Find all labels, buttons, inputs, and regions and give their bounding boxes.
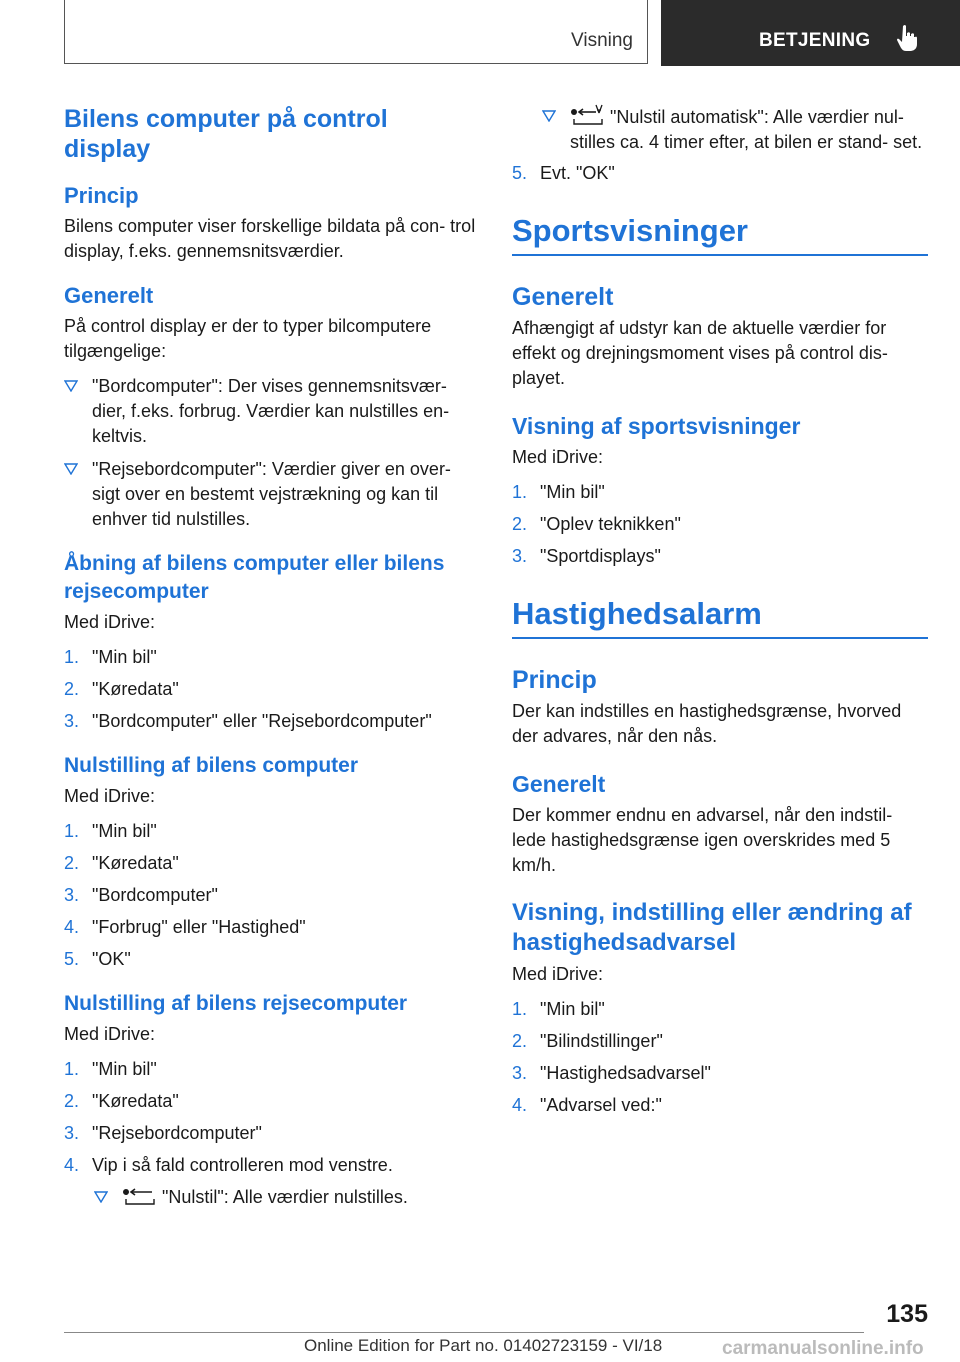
reset-trip-intro: Med iDrive: bbox=[64, 1024, 156, 1044]
section-label: Visning bbox=[571, 30, 633, 51]
speed-general-text: Der kommer endnu en advarsel, når den indstil- lede hastighedsgrænse igen overskrides med 5 km/h. bbox=[512, 805, 893, 875]
controller-auto-reset-icon bbox=[570, 104, 604, 126]
reset-trip-steps bbox=[64, 1057, 479, 1178]
list-item: 1. "Min bil" bbox=[64, 647, 157, 667]
chapter-label: BETJENING bbox=[759, 30, 871, 51]
edition-text: Online Edition for Part no. 01402723159 - VI/18 bbox=[304, 1336, 663, 1355]
title-trip-computer: Bilens computer på control display bbox=[64, 105, 388, 163]
list-item: 1. "Min bil" bbox=[512, 482, 605, 502]
triangle-bullet-icon bbox=[64, 380, 78, 392]
sport-general-text: Afhængigt af udstyr kan de aktuelle værdier for effekt og drejningsmoment vises på control dis- playet. bbox=[512, 318, 888, 388]
list-item: 2. "Køredata" bbox=[64, 853, 179, 873]
section-tab bbox=[64, 0, 648, 64]
list-item: 3. "Hastighedsadvarsel" bbox=[512, 1063, 711, 1083]
list-item: 4. Vip i så fald controlleren mod venstre. bbox=[64, 1155, 393, 1175]
heading-reset-trip-computer: Nulstilling af bilens rejsecomputer bbox=[64, 992, 408, 1015]
open-steps bbox=[64, 645, 479, 734]
title-sport-views: Sportsvisninger bbox=[512, 212, 928, 256]
heading-speed-principle: Princip bbox=[512, 666, 597, 694]
list-item: 3. "Rejsebordcomputer" bbox=[64, 1123, 262, 1143]
list-item: "Nulstil automatisk": Alle værdier nul- stilles ca. 4 timer efter, at bilen er stand- set. bbox=[512, 104, 928, 155]
auto-reset-sublist bbox=[512, 104, 928, 155]
reset-steps bbox=[64, 819, 479, 972]
speed-set-steps bbox=[512, 997, 928, 1118]
sport-view-intro: Med iDrive: bbox=[512, 447, 604, 467]
reset-trip-sublist bbox=[64, 1185, 479, 1210]
list-item: 4. "Forbrug" eller "Hastighed" bbox=[64, 917, 306, 937]
final-step bbox=[512, 161, 928, 186]
list-item: 2. "Oplev teknikken" bbox=[512, 514, 681, 534]
list-item: 5. "OK" bbox=[64, 949, 131, 969]
list-item: 2. "Køredata" bbox=[64, 1091, 179, 1111]
sport-view-steps bbox=[512, 480, 928, 569]
left-column bbox=[64, 100, 479, 1216]
list-item: "Nulstil": Alle værdier nulstilles. bbox=[64, 1185, 479, 1210]
heading-general: Generelt bbox=[64, 283, 154, 308]
list-item: 1. "Min bil" bbox=[64, 821, 157, 841]
general-bullet-list bbox=[64, 374, 479, 532]
heading-sport-view: Visning af sportsvisninger bbox=[512, 413, 801, 439]
principle-text: Bilens computer viser forskellige bildata på con- trol display, f.eks. gennemsnitsværdier. bbox=[64, 216, 476, 261]
page-header bbox=[64, 0, 960, 66]
list-item: 3. "Sportdisplays" bbox=[512, 546, 661, 566]
list-item: 1. "Min bil" bbox=[512, 999, 605, 1019]
triangle-bullet-icon bbox=[94, 1191, 108, 1203]
list-item: 2. "Køredata" bbox=[64, 679, 179, 699]
footer-divider bbox=[64, 1332, 864, 1333]
chapter-tab bbox=[661, 0, 960, 66]
heading-open-computer: Åbning af bilens computer eller bilens rejsecomputer bbox=[64, 552, 445, 603]
pointing-hand-icon bbox=[896, 24, 918, 52]
right-column bbox=[512, 100, 928, 1125]
speed-principle-text: Der kan indstilles en hastighedsgrænse, hvorved der advares, når den nås. bbox=[512, 701, 902, 746]
list-item: 5. Evt. "OK" bbox=[512, 163, 615, 183]
list-item: 4. "Advarsel ved:" bbox=[512, 1095, 662, 1115]
heading-speed-set: Visning, indstilling eller ændring af hastighedsadvarsel bbox=[512, 899, 912, 956]
heading-reset-computer: Nulstilling af bilens computer bbox=[64, 754, 359, 777]
page-number: 135 bbox=[886, 1300, 928, 1328]
triangle-bullet-icon bbox=[64, 463, 78, 475]
list-item: 3. "Bordcomputer" eller "Rejsebordcomputer" bbox=[64, 711, 432, 731]
reset-intro: Med iDrive: bbox=[64, 786, 156, 806]
heading-principle: Princip bbox=[64, 183, 139, 208]
triangle-bullet-icon bbox=[542, 110, 556, 122]
speed-set-intro: Med iDrive: bbox=[512, 964, 604, 984]
controller-tilt-left-icon bbox=[122, 1188, 156, 1206]
open-intro: Med iDrive: bbox=[64, 612, 156, 632]
list-item: "Bordcomputer": Der vises gennemsnitsvær- dier, f.eks. forbrug. Værdier kan nulstilles en- keltvis. bbox=[64, 374, 479, 449]
heading-sport-general: Generelt bbox=[512, 283, 614, 311]
general-text: På control display er der to typer bilcomputere tilgængelige: bbox=[64, 316, 432, 361]
list-item: 1. "Min bil" bbox=[64, 1059, 157, 1079]
list-item: 2. "Bilindstillinger" bbox=[512, 1031, 663, 1051]
heading-speed-general: Generelt bbox=[512, 771, 606, 797]
watermark-text: carmanualsonline.info bbox=[722, 1338, 924, 1359]
list-item: "Rejsebordcomputer": Værdier giver en over- sigt over en bestemt vejstrækning og kan til enhver tid nulstilles. bbox=[64, 457, 479, 532]
title-speed-alarm: Hastighedsalarm bbox=[512, 595, 928, 639]
list-item: 3. "Bordcomputer" bbox=[64, 885, 218, 905]
